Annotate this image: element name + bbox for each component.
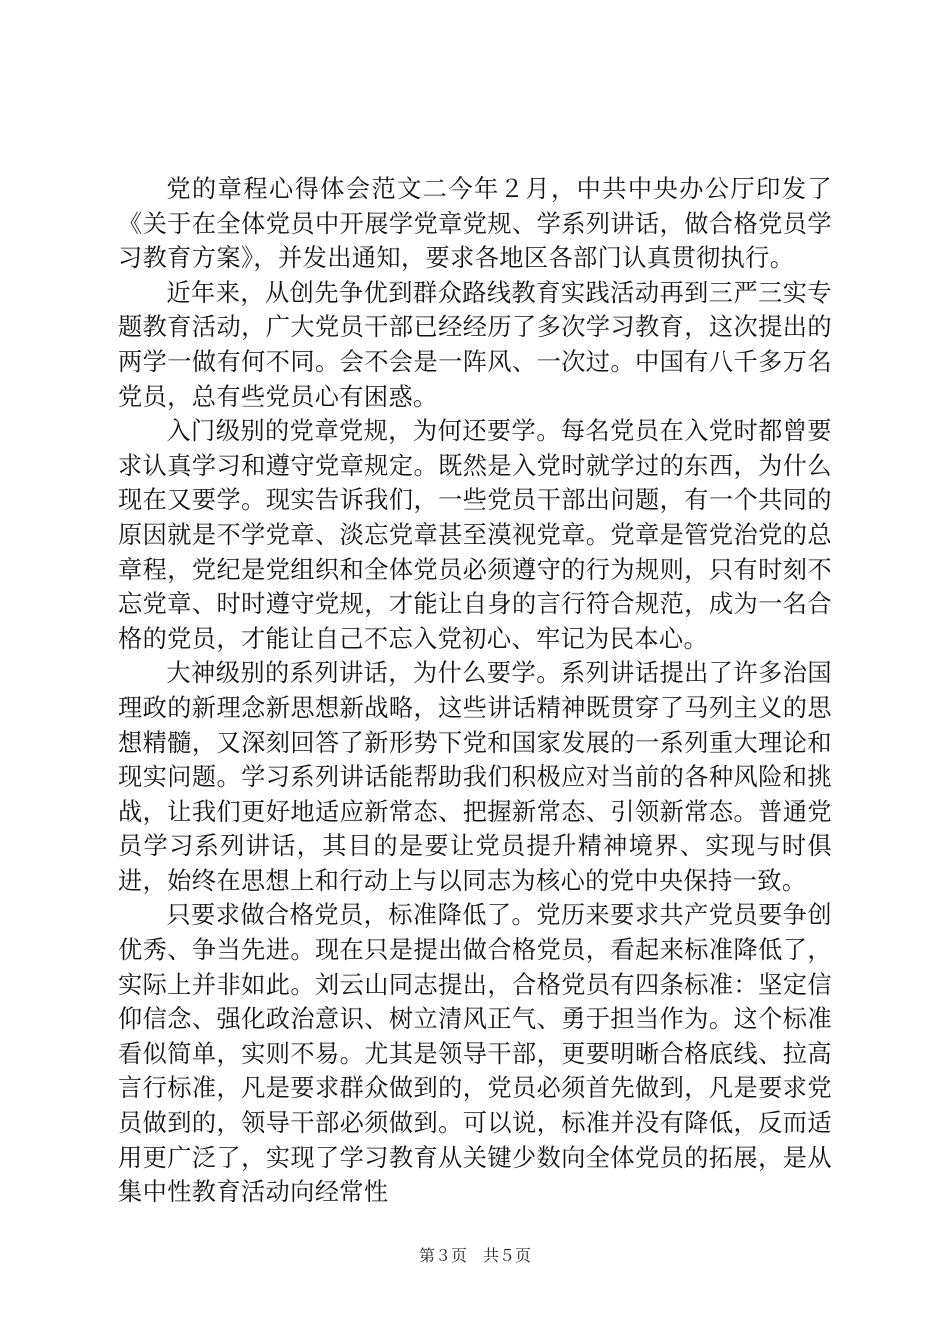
page-number-footer: 第３页 共５页 <box>418 1246 531 1265</box>
paragraph-4: 大神级别的系列讲话，为什么要学。系列讲话提出了许多治国理政的新理念新思想新战略，这些讲话精神既贯穿了马列主义的思想精髓，又深刻回答了新形势下党和国家发展的一系列重大理论和现实问题。学习系列讲话能帮助我们积极应对当前的各种风险和挑战，让我们更好地适应新常态、把握新常态、引领新常态。普通党员学习系列讲话，其目的是要让党员提升精神境界、实现与时俱进，始终在思想上和行动上与以同志为核心的党中央保持一致。 <box>118 659 832 895</box>
paragraph-5: 只要求做合格党员，标准降低了。党历来要求共产党员要争创优秀、争当先进。现在只是提出做合格党员，看起来标准降低了，实际上并非如此。刘云山同志提出，合格党员有四条标准：坚定信仰信念、强化政治意识、树立清风正气、勇于担当作为。这个标准看似简单，实则不易。尤其是领导干部，更要明晰合格底线、拉高言行标准，凡是要求群众做到的，党员必须首先做到，凡是要求党员做到的，领导干部必须做到。可以说，标准并没有降低，反而适用更广泛了，实现了学习教育从关键少数向全体党员的拓展，是从集中性教育活动向经常性 <box>118 901 832 1207</box>
document-body <box>118 172 832 1210</box>
paragraph-1: 党的章程心得体会范文二今年２月，中共中央办公厅印发了《关于在全体党员中开展学党章党规、学系列讲话，做合格党员学习教育方案》，并发出通知，要求各地区各部门认真贯彻执行。 <box>118 175 832 273</box>
paragraph-3: 入门级别的党章党规，为何还要学。每名党员在入党时都曾要求认真学习和遵守党章规定。既然是入党时就学过的东西，为什么现在又要学。现实告诉我们，一些党员干部出问题，有一个共同的原因就是不学党章、淡忘党章甚至漠视党章。党章是管党治党的总章程，党纪是党组织和全体党员必须遵守的行为规则，只有时刻不忘党章、时时遵守党规，才能让自身的言行符合规范，成为一名合格的党员，才能让自己不忘入党初心、牢记为民本心。 <box>118 417 832 653</box>
paragraph-2: 近年来，从创先争优到群众路线教育实践活动再到三严三实专题教育活动，广大党员干部已经经历了多次学习教育，这次提出的两学一做有何不同。会不会是一阵风、一次过。中国有八千多万名党员，总有些党员心有困惑。 <box>118 278 832 411</box>
